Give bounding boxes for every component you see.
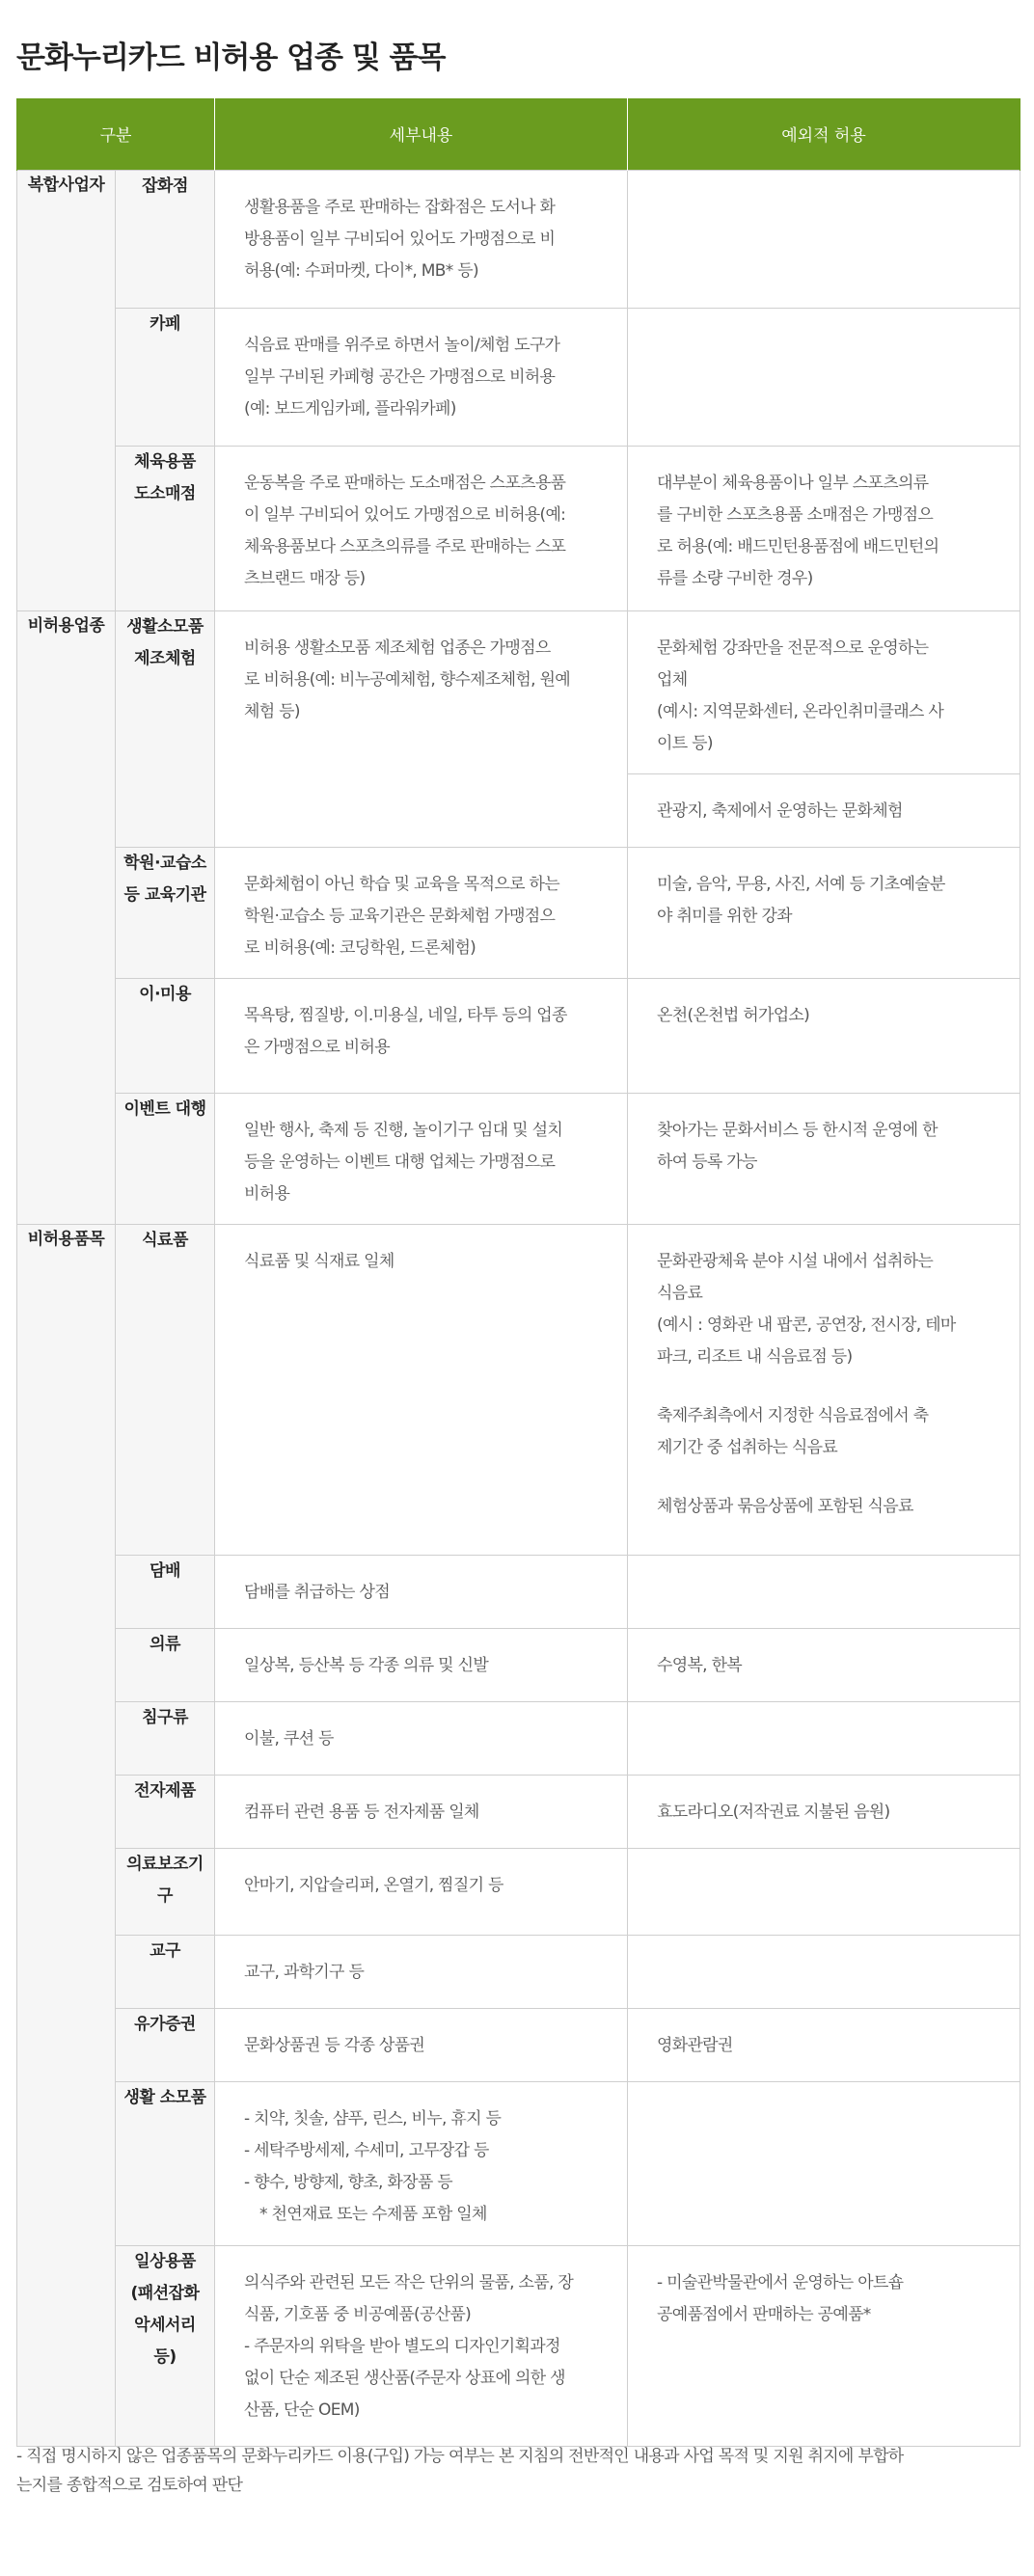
subcategory-label: 학원·교습소 (123, 853, 206, 873)
exception-text: 파크, 리조트 내 식음료점 등) (657, 1346, 853, 1367)
subcategory-cell (116, 610, 215, 847)
subcategory-cell (116, 446, 215, 610)
exception-cell (628, 2081, 1020, 2245)
detail-cell (215, 446, 628, 610)
exception-text: 미술, 음악, 무용, 사진, 서예 등 기초예술분 (657, 874, 945, 894)
detail-cell (215, 847, 628, 978)
subcategory-label: 의류 (150, 1634, 180, 1654)
exception-cell (628, 1935, 1020, 2008)
detail-text: - 향수, 방향제, 향초, 화장품 등 (244, 2172, 453, 2192)
exception-text: 식음료 (657, 1283, 703, 1303)
exception-text: 제기간 중 섭취하는 식음료 (657, 1437, 838, 1457)
detail-text: 학원·교습소 등 교육기관은 문화체험 가맹점으 (244, 906, 556, 926)
category-restricted-item: 비허용품목 (17, 1224, 116, 2446)
exception-cell (628, 1224, 1020, 1555)
detail-text: 생활용품을 주로 판매하는 잡화점은 도서나 화 (244, 197, 556, 217)
exception-cell (628, 847, 1020, 978)
subcategory-label: 식료품 (142, 1230, 188, 1250)
exception-cell (628, 1775, 1020, 1848)
line-gap (657, 1464, 991, 1491)
subcategory-label: 이벤트 대행 (123, 1098, 206, 1119)
subcategory-cell (116, 308, 215, 446)
detail-text: 로 비허용(예: 코딩학원, 드론체험) (244, 937, 476, 958)
detail-text: 츠브랜드 매장 등) (244, 568, 366, 588)
detail-cell (215, 1775, 628, 1848)
detail-text: 식료품 및 식재료 일체 (244, 1251, 395, 1271)
subcategory-label: 전자제품 (134, 1780, 196, 1801)
subcategory-label: 침구류 (142, 1707, 188, 1727)
detail-text: 식음료 판매를 위주로 하면서 놀이/체험 도구가 (244, 335, 560, 355)
detail-text: 등을 운영하는 이벤트 대행 업체는 가맹점으로 (244, 1152, 556, 1172)
exception-text: (예시: 지역문화센터, 온라인취미클래스 사 (657, 701, 944, 721)
exception-cell (628, 170, 1020, 308)
exception-text: 업체 (657, 669, 688, 690)
table-row (17, 446, 1020, 610)
subcategory-cell (116, 1628, 215, 1701)
detail-cell (215, 978, 628, 1093)
table-row (17, 1701, 1020, 1775)
detail-cell (215, 2245, 628, 2446)
table-row (17, 1628, 1020, 1701)
exception-text: 축제주최측에서 지정한 식음료점에서 축 (657, 1405, 929, 1425)
column-header-detail: 세부내용 (215, 98, 628, 170)
subcategory-label: 체육용품 (134, 451, 196, 472)
exception-cell (628, 2245, 1020, 2446)
detail-cell (215, 308, 628, 446)
table-row (17, 1848, 1020, 1935)
detail-cell (215, 1935, 628, 2008)
exception-text: 공예품점에서 판매하는 공예품* (657, 2304, 871, 2324)
detail-cell (215, 1628, 628, 1701)
subcategory-cell (116, 1775, 215, 1848)
detail-cell (215, 2081, 628, 2245)
exception-text: 하여 등록 가능 (657, 1152, 757, 1172)
exception-cell (628, 610, 1020, 773)
table-row (17, 978, 1020, 1093)
policy-table (16, 98, 1020, 2447)
detail-cell (215, 170, 628, 308)
detail-cell (215, 610, 628, 847)
detail-text: 의식주와 관련된 모든 작은 단위의 물품, 소품, 장 (244, 2272, 574, 2292)
subcategory-label: 악세서리 등) (134, 2315, 196, 2367)
detail-text: 은 가맹점으로 비허용 (244, 1037, 390, 1057)
exception-text: 류를 소량 구비한 경우) (657, 568, 813, 588)
exception-text: 로 허용(예: 배드민턴용품점에 배드민턴의 (657, 536, 939, 556)
table-row (17, 1775, 1020, 1848)
subcategory-cell (116, 2081, 215, 2245)
detail-text: 방용품이 일부 구비되어 있어도 가맹점으로 비 (244, 229, 556, 249)
detail-text: 비허용 생활소모품 제조체험 업종은 가맹점으 (244, 637, 551, 658)
exception-cell (628, 446, 1020, 610)
category-composite-business: 복합사업자 (17, 170, 116, 610)
footnote-text: - 직접 명시하지 않은 업종품목의 문화누리카드 이용(구입) 가능 여부는 본 지침의 전반적인 내용과 사업 목적 및 지원 취지에 부합하 (16, 2447, 904, 2466)
exception-text: 온천(온천법 허가업소) (657, 1005, 810, 1025)
exception-cell (628, 1628, 1020, 1701)
table-header-row (17, 98, 1020, 170)
table-row (17, 1224, 1020, 1555)
detail-text: 로 비허용(예: 비누공예체험, 향수제조체험, 원예 (244, 669, 570, 690)
detail-text: - 세탁주방세제, 수세미, 고무장갑 등 (244, 2140, 489, 2160)
subcategory-cell (116, 2008, 215, 2081)
subcategory-label: 카페 (150, 313, 180, 334)
detail-text: (예: 보드게임카페, 플라워카페) (244, 398, 456, 419)
detail-text: - 주문자의 위탁을 받아 별도의 디자인기획과정 (244, 2336, 560, 2356)
detail-cell (215, 1093, 628, 1224)
detail-text: 문화상품권 등 각종 상품권 (244, 2035, 425, 2055)
detail-text: 산품, 단순 OEM) (244, 2400, 360, 2420)
detail-text: 이불, 쿠션 등 (244, 1728, 334, 1749)
detail-text: 일상복, 등산복 등 각종 의류 및 신발 (244, 1655, 489, 1675)
table-row (17, 2245, 1020, 2446)
table-row (17, 308, 1020, 446)
subcategory-label: 유가증권 (134, 2014, 196, 2034)
exception-text: 찾아가는 문화서비스 등 한시적 운영에 한 (657, 1120, 938, 1140)
exception-cell (628, 1701, 1020, 1775)
table-body (17, 170, 1020, 2446)
detail-text: 비허용 (244, 1183, 290, 1204)
detail-text: 문화체험이 아닌 학습 및 교육을 목적으로 하는 (244, 874, 559, 894)
subcategory-label: 담배 (150, 1560, 180, 1581)
subcategory-label: 제조체험 (134, 648, 196, 668)
exception-text: 체험상품과 묶음상품에 포함된 식음료 (657, 1496, 913, 1516)
subcategory-label: 일상용품 (134, 2251, 196, 2271)
page-title: 문화누리카드 비허용 업종 및 품목 (16, 41, 446, 75)
exception-cell (628, 773, 1020, 847)
subcategory-cell (116, 1701, 215, 1775)
detail-text: 이 일부 구비되어 있어도 가맹점으로 비허용(예: (244, 504, 566, 525)
exception-text: 야 취미를 위한 강좌 (657, 906, 792, 926)
exception-cell (628, 1555, 1020, 1628)
exception-text: 이트 등) (657, 733, 713, 753)
subcategory-label: 의료보조기 (126, 1854, 204, 1874)
table-row (17, 170, 1020, 308)
subcategory-label: 잡화점 (142, 176, 188, 196)
detail-text: 운동복을 주로 판매하는 도소매점은 스포츠용품 (244, 473, 566, 493)
table-row (17, 2081, 1020, 2245)
detail-cell (215, 1848, 628, 1935)
detail-text: 허용(예: 수퍼마켓, 다이*, MB* 등) (244, 260, 478, 281)
detail-text: 체험 등) (244, 701, 300, 721)
subcategory-cell (116, 978, 215, 1093)
table-row (17, 2008, 1020, 2081)
exception-text: (예시 : 영화관 내 팝콘, 공연장, 전시장, 테마 (657, 1315, 956, 1335)
exception-text: - 미술관박물관에서 운영하는 아트숍 (657, 2272, 904, 2292)
detail-text: 컴퓨터 관련 용품 등 전자제품 일체 (244, 1802, 479, 1822)
detail-cell (215, 2008, 628, 2081)
detail-text: 목욕탕, 찜질방, 이.미용실, 네일, 타투 등의 업종 (244, 1005, 567, 1025)
exception-cell (628, 2008, 1020, 2081)
exception-cell (628, 978, 1020, 1093)
subcategory-cell (116, 1848, 215, 1935)
exception-text: 문화관광체육 분야 시설 내에서 섭취하는 (657, 1251, 934, 1271)
subcategory-label: 구 (157, 1885, 173, 1906)
line-gap (657, 1373, 991, 1400)
subcategory-label: 교구 (150, 1940, 180, 1961)
detail-cell (215, 1224, 628, 1555)
subcategory-label: 이·미용 (139, 984, 191, 1004)
exception-text: 관광지, 축제에서 운영하는 문화체험 (657, 800, 903, 821)
subcategory-label: 도소매점 (134, 483, 196, 503)
exception-text: 수영복, 한복 (657, 1655, 743, 1675)
exception-cell (628, 1848, 1020, 1935)
detail-text: 교구, 과학기구 등 (244, 1962, 365, 1982)
subcategory-label: (패션잡화 (130, 2283, 200, 2303)
exception-text: 문화체험 강좌만을 전문적으로 운영하는 (657, 637, 929, 658)
footnote (16, 2442, 1020, 2500)
column-header-exception: 예외적 허용 (628, 98, 1020, 170)
exception-text: 영화관람권 (657, 2035, 733, 2055)
subcategory-cell (116, 1093, 215, 1224)
detail-text: 안마기, 지압슬리퍼, 온열기, 찜질기 등 (244, 1875, 503, 1895)
subcategory-label: 생활소모품 (126, 616, 204, 637)
subcategory-label: 생활 소모품 (123, 2087, 206, 2107)
subcategory-label: 등 교육기관 (123, 884, 206, 905)
subcategory-cell (116, 1555, 215, 1628)
table-row (17, 1093, 1020, 1224)
detail-text: 일부 구비된 카페형 공간은 가맹점으로 비허용 (244, 366, 556, 387)
subcategory-cell (116, 1224, 215, 1555)
subcategory-cell (116, 2245, 215, 2446)
exception-cell (628, 308, 1020, 446)
subcategory-cell (116, 1935, 215, 2008)
table-row (17, 1555, 1020, 1628)
exception-text: 효도라디오(저작권료 지불된 음원) (657, 1802, 890, 1822)
category-restricted-industry: 비허용업종 (17, 610, 116, 1224)
detail-cell (215, 1555, 628, 1628)
subcategory-cell (116, 170, 215, 308)
detail-text: 없이 단순 제조된 생산품(주문자 상표에 의한 생 (244, 2368, 565, 2388)
detail-text: 일반 행사, 축제 등 진행, 놀이기구 임대 및 설치 (244, 1120, 563, 1140)
detail-text: 체육용품보다 스포츠의류를 주로 판매하는 스포 (244, 536, 566, 556)
exception-text: 를 구비한 스포츠용품 소매점은 가맹점으 (657, 504, 934, 525)
footnote-text: 는지를 종합적으로 검토하여 판단 (16, 2476, 243, 2495)
detail-text: - 치약, 칫솔, 샴푸, 린스, 비누, 휴지 등 (244, 2108, 502, 2129)
table-row (17, 847, 1020, 978)
column-header-category: 구분 (17, 98, 215, 170)
subcategory-cell (116, 847, 215, 978)
detail-text: 담배를 취급하는 상점 (244, 1582, 390, 1602)
detail-text: 식품, 기호품 중 비공예품(공산품) (244, 2304, 472, 2324)
exception-cell (628, 1093, 1020, 1224)
exception-text: 대부분이 체육용품이나 일부 스포츠의류 (657, 473, 929, 493)
table-row (17, 1935, 1020, 2008)
table-row (17, 610, 1020, 773)
detail-cell (215, 1701, 628, 1775)
detail-text: * 천연재료 또는 수제품 포함 일체 (259, 2204, 487, 2224)
